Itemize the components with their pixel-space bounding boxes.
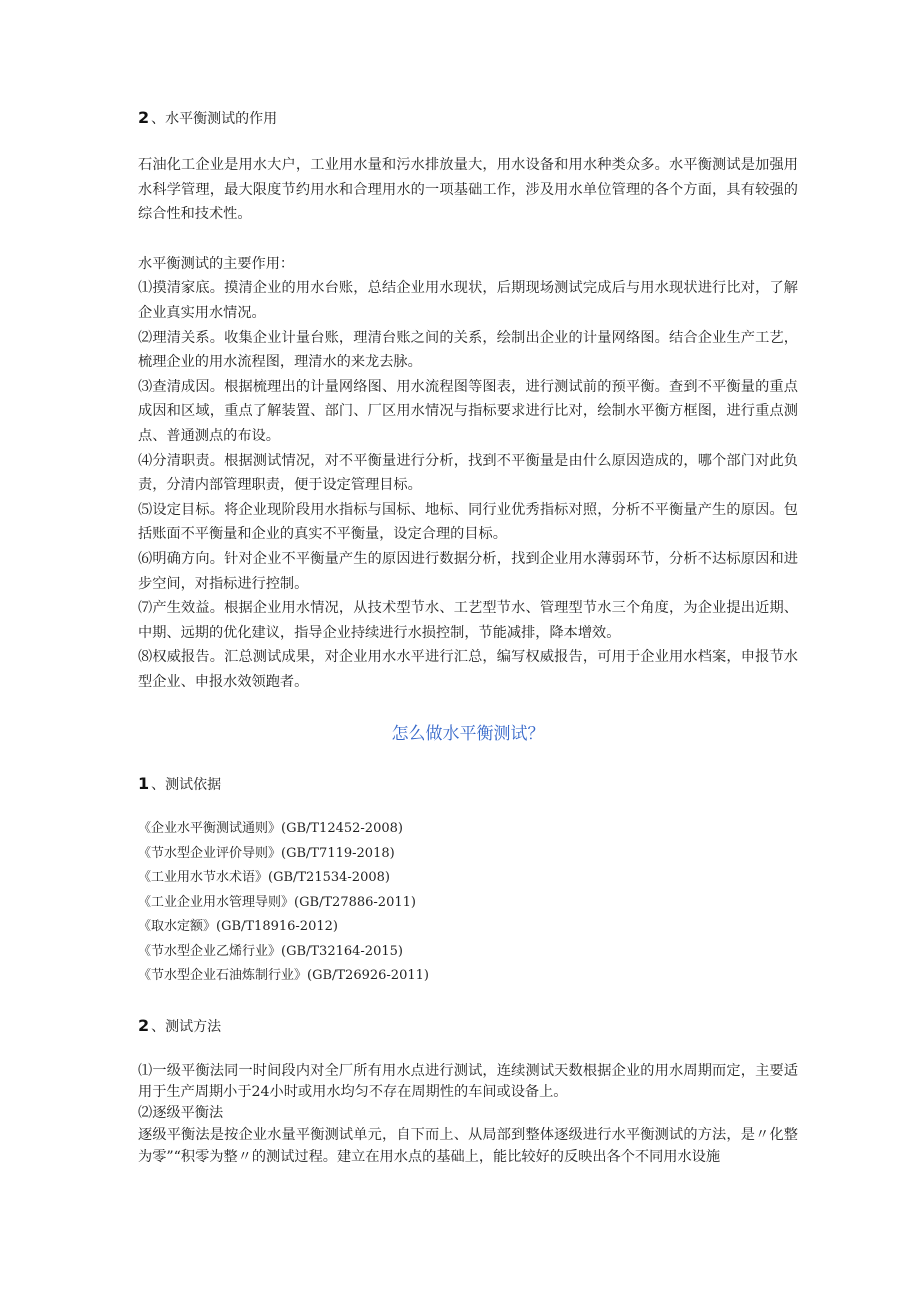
section-heading-method [138, 1016, 798, 1037]
document-page [138, 108, 798, 1168]
role-item-6: ⑹明确方向。针对企业不平衡量产生的原因进行数据分析，找到企业用水薄弱环节，分析不达标原因和进步空间，对指标进行控制。 [138, 550, 798, 592]
section-number: 1 [138, 774, 150, 794]
reference-item: 《工业企业用水管理导则》(GB/T27886-2011) [138, 894, 416, 910]
how-title: 怎么做水平衡测试？ [391, 724, 545, 745]
section-heading-role [138, 108, 798, 129]
reference-item: 《企业水平衡测试通则》(GB/T12452-2008) [138, 821, 403, 837]
reference-item: 《取水定额》(GB/T18916-2012) [138, 919, 338, 935]
section-title: 、测试方法 [151, 1018, 222, 1035]
role-item-4: ⑷分清职责。根据测试情况，对不平衡量进行分析，找到不平衡量是由什么原因造成的，哪个部门对此负责，分清内部管理职责，便于设定管理目标。 [138, 452, 798, 494]
section-title: 、水平衡测试的作用 [151, 111, 278, 127]
section-number: 2 [138, 1015, 150, 1035]
section-heading-basis [138, 774, 798, 795]
role-item-1: ⑴摸清家底。摸清企业的用水台账，总结企业用水现状，后期现场测试完成后与用水现状进行比对，了解企业真实用水情况。 [138, 280, 798, 321]
reference-item: 《工业用水节水术语》(GB/T21534-2008) [138, 870, 390, 886]
main-roles-label: 水平衡测试的主要作用： [138, 255, 295, 272]
section-title: 、测试依据 [151, 777, 222, 794]
method-stepwise-text: 逐级平衡法是按企业水量平衡测试单元，自下而上、从局部到整体逐级进行水平衡测试的方法，是〃化整为零”“积零为整〃的测试过程。建立在用水点的基础上，能比较好的反映出各个不同用水设施 [138, 1126, 798, 1165]
role-item-3: ⑶查清成因。根据梳理出的计量网络图、用水流程图等图表，进行测试前的预平衡。查到不平衡量的重点成因和区域，重点了解装置、部门、厂区用水情况与指标要求进行比对，绘制水平衡方框图，进行重点测点、普通测点的布设。 [138, 378, 798, 444]
role-item-8: ⑻权威报告。汇总测试成果，对企业用水水平进行汇总，编写权威报告，可用于企业用水档案，申报节水型企业、申报水效领跑者。 [138, 649, 798, 690]
role-item-5: ⑸设定目标。将企业现阶段用水指标与国标、地标、同行业优秀指标对照，分析不平衡量产生的原因。包括账面不平衡量和企业的真实不平衡量，设定合理的目标。 [138, 501, 798, 543]
method-level-one: ⑴一级平衡法同一时间段内对全厂所有用水点进行测试，连续测试天数根据企业的用水周期而定，主要适用于生产周期小于24小时或用水均匀不存在周期性的车间或设备上。 [138, 1062, 798, 1100]
reference-item: 《节水型企业评价导则》(GB/T7119-2018) [138, 845, 395, 861]
reference-item: 《节水型企业乙烯行业》(GB/T32164-2015) [138, 943, 403, 959]
reference-item: 《节水型企业石油炼制行业》(GB/T26926-2011) [138, 968, 429, 984]
role-item-2: ⑵理清关系。收集企业计量台账，理清台账之间的关系，绘制出企业的计量网络图。结合企业生产工艺，梳理企业的用水流程图，理清水的来龙去脉。 [138, 329, 798, 371]
intro-paragraph: 石油化工企业是用水大户，工业用水量和污水排放量大，用水设备和用水种类众多。水平衡测试是加强用水科学管理，最大限度节约用水和合理用水的一项基础工作，涉及用水单位管理的各个方面，具有较强的综合性和技术性。 [138, 157, 798, 223]
method-stepwise-label: ⑵逐级平衡法 [138, 1104, 224, 1121]
reference-list [138, 817, 798, 989]
section-number: 2 [138, 108, 150, 127]
role-item-7: ⑺产生效益。根据企业用水情况，从技术型节水、工艺型节水、管理型节水三个角度，为企业提出近期、中期、远期的优化建议，指导企业持续进行水损控制，节能减排，降本增效。 [138, 600, 798, 641]
